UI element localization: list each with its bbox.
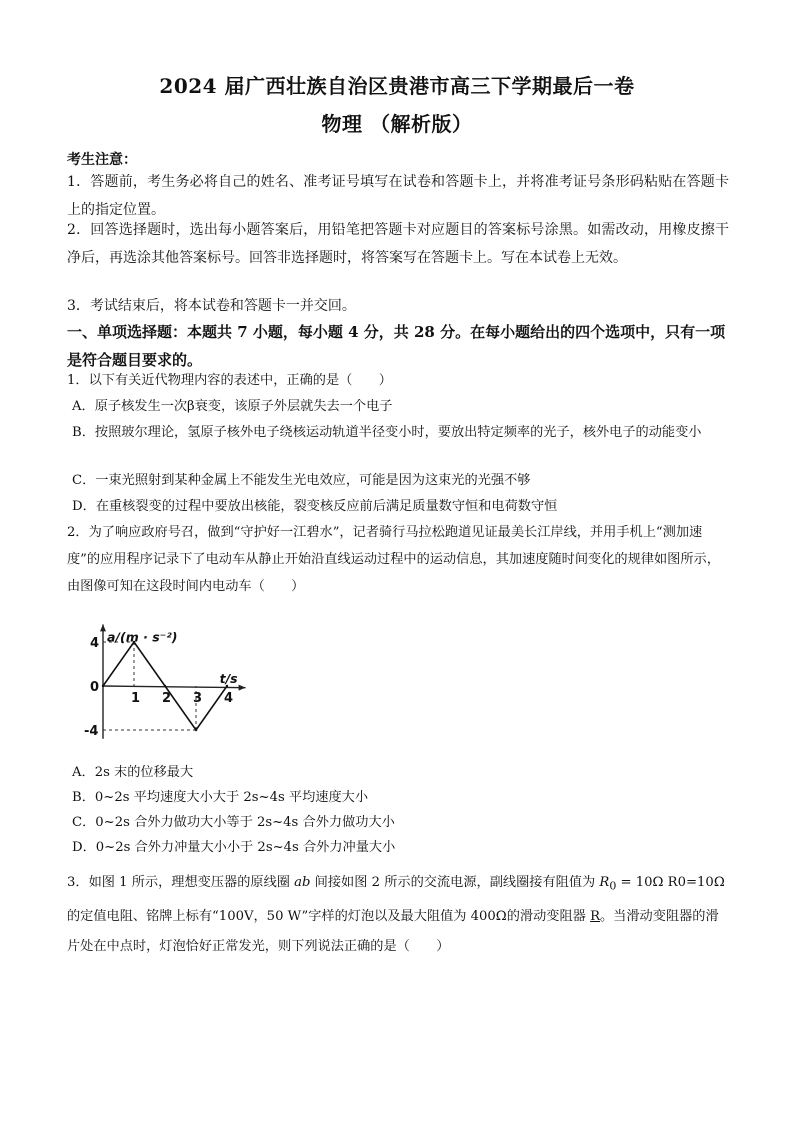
notes-heading: 考生注意： (67, 152, 137, 168)
x-axis (103, 686, 246, 688)
x-axis-arrow (239, 685, 246, 691)
x-axis-label: t/s (219, 671, 238, 686)
page-title: 2024 届广西壮族自治区贵港市高三下学期最后一卷 (159, 74, 635, 98)
x-tick-label: 1 (131, 691, 141, 706)
y-tick-label: 0 (90, 680, 100, 695)
q3-r0-value: = 10Ω (616, 875, 664, 890)
q1-option-a: A．原子核发生一次β衰变，该原子外层就失去一个电子 (72, 399, 393, 414)
q2-option-d: D．0~2s 合外力冲量大小小于 2s~4s 合外力冲量大小 (72, 840, 396, 855)
data-point (195, 729, 197, 731)
x-tick-label: 4 (224, 691, 234, 706)
q2-option-a: A．2s 末的位移最大 (72, 765, 194, 780)
q3-coil-label: ab (294, 875, 311, 890)
data-point (164, 685, 166, 687)
question-3-stem (67, 868, 729, 962)
note-item-3: 3．考试结束后，将本试卷和答题卡一并交回。 (67, 298, 356, 314)
y-tick-label: -4 (84, 724, 99, 739)
q3-r0-duplicate: R0=10 (663, 875, 714, 890)
note-item-2: 2．回答选择题时，选出每小题答案后，用铅笔把答题卡对应题目的答案标号涂黑。如需改动，用橡皮擦干净后，再选涂其他答案标号。回答非选择题时，将答案写在答题卡上。写在本试卷上无效。 (67, 222, 729, 266)
q1-option-d: D．在重核裂变的过程中要放出核能，裂变核反应前后满足质量数守恒和电荷数守恒 (72, 499, 558, 514)
data-point (102, 685, 104, 687)
q3-text-4: 。当滑动变阻器的滑片处在中点时，灯泡恰好正常发光，则下列说法正确的是（ ） (67, 908, 719, 954)
x-tick-label: 2 (162, 691, 172, 706)
y-tick-label: 4 (90, 636, 100, 651)
y-axis-arrow (100, 624, 106, 631)
q3-r-symbol: R (590, 908, 600, 924)
q1-option-b: B．按照玻尔理论，氢原子核外电子绕核运动轨道半径变小时，要放出特定频率的光子，核外电子的动能变小 (72, 425, 702, 440)
q2-option-c: C．0~2s 合外力做功大小等于 2s~4s 合外力做功大小 (72, 815, 395, 830)
section-heading: 一、单项选择题：本题共 7 小题，每小题 4 分，共 28 分。在每小题给出的四个选项中，只有一项是符合题目要求的。 (67, 323, 726, 369)
q3-text-3: Ω的定值电阻、铭牌上标有“100V，50 W”字样的灯泡以及最大阻值为 400Ω的滑动变阻器 (67, 875, 725, 924)
q3-r0-subscript: 0 (609, 879, 617, 893)
q2-option-b: B．0~2s 平均速度大小大于 2s~4s 平均速度大小 (72, 790, 369, 805)
page-subtitle: 物理 （解析版） (321, 112, 473, 136)
acceleration-time-graph (78, 598, 268, 756)
q3-r0-symbol: R (599, 875, 610, 890)
q1-option-c: C．一束光照射到某种金属上不能发生光电效应，可能是因为这束光的光强不够 (72, 473, 531, 488)
question-1-stem: 1．以下有关近代物理内容的表述中，正确的是（ ） (67, 373, 392, 388)
x-tick-label: 3 (193, 691, 203, 706)
question-2-stem: 2．为了响应政府号召，做到“守护好一江碧水”，记者骑行马拉松跑道见证最美长江岸线，并用手机上“测加速度”的应用程序记录下了电动车从静止开始沿直线运动过程中的运动信息，其加速度随时间变化的规律如图所示，由图像可知在这段时间内电动车（ ） (67, 525, 720, 594)
q3-text-1: 3．如图 1 所示，理想变压器的原线圈 (67, 875, 295, 890)
y-axis-label: a/(m · s⁻²) (107, 629, 178, 645)
note-item-1: 1．答题前，考生务必将自己的姓名、准考证号填写在试卷和答题卡上，并将准考证号条形码粘贴在答题卡上的指定位置。 (67, 174, 729, 218)
q3-text-2: 间接如图 2 所示的交流电源，副线圈接有阻值为 (310, 875, 600, 890)
